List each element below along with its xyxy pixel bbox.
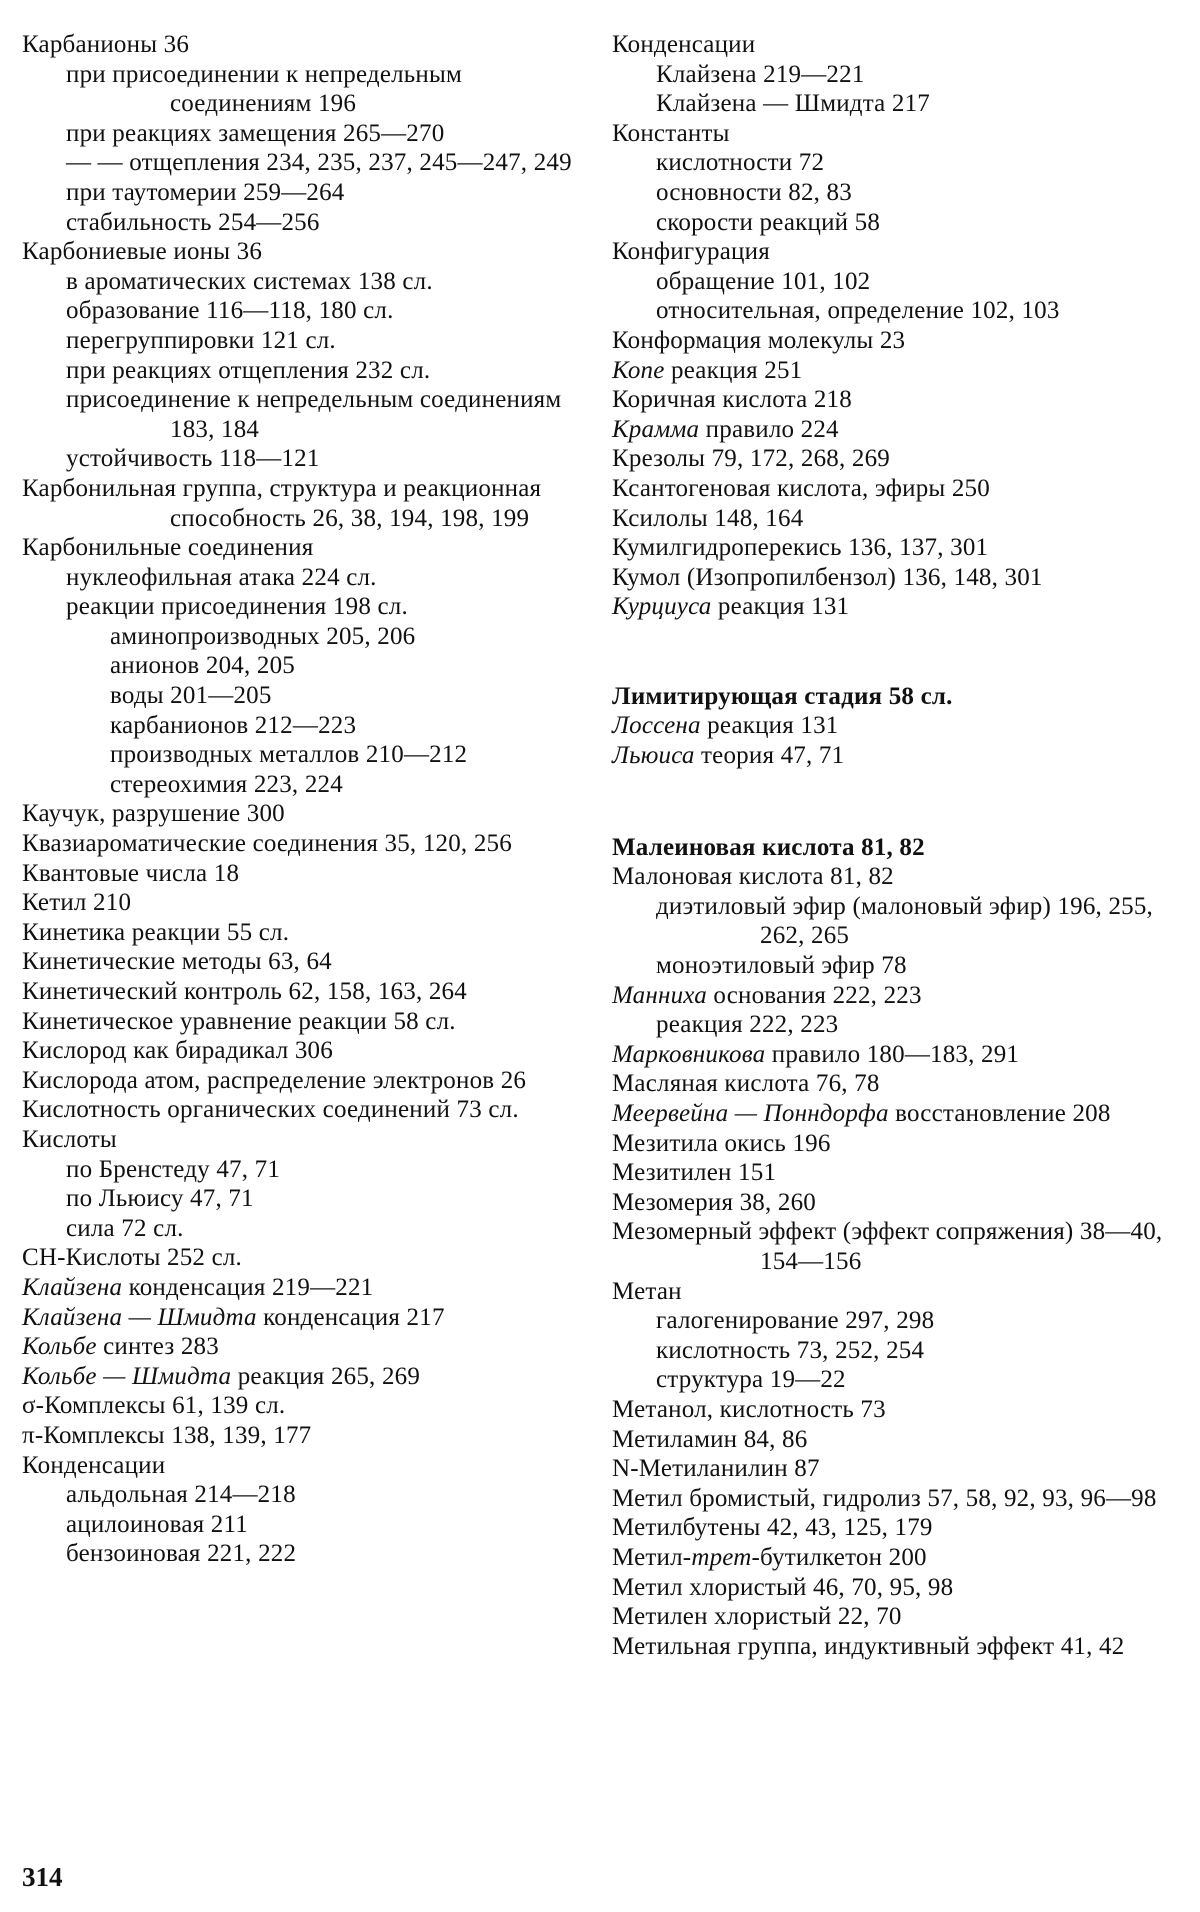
entry-text: Кинетическое уравнение реакции 58 сл. [22, 1007, 456, 1035]
index-entry [22, 1421, 587, 1451]
index-entry [612, 30, 1172, 60]
entry-text: при присоединении к непредельным соединениям 196 [66, 60, 462, 118]
entry-text: скорости реакций 58 [656, 208, 881, 236]
entry-text: Карбониевые ионы 36 [22, 238, 263, 266]
index-entry [612, 1069, 1172, 1099]
entry-text: относительная, определение 102, 103 [656, 297, 1060, 325]
index-entry [612, 474, 1172, 504]
entry-text: галогенирование 297, 298 [656, 1307, 935, 1335]
index-subentry [22, 1539, 587, 1569]
index-entry [612, 1513, 1172, 1543]
index-entry [22, 237, 587, 267]
index-subentry [22, 148, 587, 178]
entry-text: при реакциях замещения 265—270 [66, 119, 445, 147]
entry-text: Конфигурация [612, 238, 770, 266]
entry-text: Карбонильная группа, структура и реакционная способность 26, 38, 194, 198, 199 [22, 474, 542, 532]
index-subentry [612, 60, 1172, 90]
entry-text: Кислорода атом, распределение электронов 26 [22, 1066, 527, 1094]
entry-text: аминопроизводных 205, 206 [110, 622, 416, 650]
index-subentry [22, 208, 587, 238]
entry-text: Коричная кислота 218 [612, 386, 852, 414]
person-name: Манниха [612, 981, 707, 1009]
index-entry [22, 799, 587, 829]
entry-text: основности 82, 83 [656, 178, 852, 206]
entry-text: восстановление 208 [888, 1100, 1111, 1127]
index-entry [612, 741, 1172, 771]
entry-text: Мезитила окись 196 [612, 1129, 831, 1157]
index-entry [612, 1454, 1172, 1484]
entry-text: Мезомерный эффект (эффект сопряжения) 38—40, 154—156 [612, 1218, 1163, 1275]
index-subentry [22, 1155, 587, 1185]
index-entry [22, 918, 587, 948]
person-name: Курциуса [612, 593, 712, 621]
entry-text: Каучук, разрушение 300 [22, 800, 285, 828]
index-entry [22, 859, 587, 889]
entry-text: Квантовые числа 18 [22, 859, 240, 887]
index-subentry [22, 1214, 587, 1244]
entry-text: производных металлов 210—212 [110, 741, 468, 769]
index-entry [22, 1362, 587, 1392]
entry-text: основания 222, 223 [706, 981, 922, 1009]
index-entry [612, 1425, 1172, 1455]
entry-text: N-Метиланилин 87 [612, 1455, 820, 1483]
entry-text: конденсация 219—221 [122, 1273, 374, 1301]
entry-text: Метанол, кислотность 73 [612, 1395, 886, 1423]
index-entry [22, 1332, 587, 1362]
index-subentry [22, 385, 587, 444]
index-entry [612, 711, 1172, 741]
index-entry [22, 1303, 587, 1333]
index-entry [612, 1543, 1172, 1573]
index-entry [612, 862, 1172, 892]
index-entry [612, 1217, 1172, 1276]
entry-text: моноэтиловый эфир 78 [656, 952, 907, 980]
entry-text: конденсация 217 [256, 1303, 445, 1331]
entry-text: анионов 204, 205 [110, 652, 295, 680]
index-entry [612, 1129, 1172, 1159]
entry-text: реакция 265, 269 [231, 1362, 421, 1390]
index-subentry [22, 267, 587, 297]
entry-text: Конформация молекулы 23 [612, 326, 906, 354]
index-entry [612, 1277, 1172, 1307]
entry-text: структура 19—22 [656, 1366, 846, 1394]
entry-text: бензоиновая 221, 222 [66, 1540, 297, 1568]
index-entry [612, 1395, 1172, 1425]
index-subentry [612, 1336, 1172, 1366]
index-entry [22, 1451, 587, 1481]
entry-text: при реакциях отщепления 232 сл. [66, 356, 431, 384]
letter-section-gap [612, 622, 1172, 682]
index-entry [612, 533, 1172, 563]
index-entry [22, 1007, 587, 1037]
index-entry [612, 563, 1172, 593]
index-entry [22, 1066, 587, 1096]
index-entry [612, 1040, 1172, 1070]
index-entry [612, 356, 1172, 386]
index-subentry [612, 1010, 1172, 1040]
index-entry [22, 1243, 587, 1273]
entry-text: Ксантогеновая кислота, эфиры 250 [612, 474, 990, 502]
entry-text: Кетил 210 [22, 889, 132, 917]
entry-text: Мезитилен 151 [612, 1159, 777, 1187]
index-subentry [22, 1184, 587, 1214]
entry-text: Квазиароматические соединения 35, 120, 256 [22, 830, 512, 858]
index-entry [612, 1188, 1172, 1218]
entry-text: Метил бромистый, гидролиз 57, 58, 92, 93, 96—98 [612, 1484, 1157, 1512]
index-entry [22, 474, 587, 533]
index-subentry [22, 1480, 587, 1510]
person-name: Кольбе [22, 1333, 97, 1361]
entry-text: реакция 131 [700, 712, 839, 740]
entry-text: присоединение к непредельным соединениям 183, 184 [66, 386, 562, 443]
index-entry [612, 682, 1172, 712]
index-entry [612, 1158, 1172, 1188]
entry-text: Метильная группа, индуктивный эффект 41, 42 [612, 1632, 1125, 1660]
index-subsubentry [22, 622, 587, 652]
index-subentry [22, 60, 587, 119]
entry-text: ацилоиновая 211 [66, 1510, 248, 1538]
index-subentry [22, 444, 587, 474]
entry-text: Кинетический контроль 62, 158, 163, 264 [22, 978, 467, 1005]
person-name: Крамма [612, 415, 700, 443]
entry-text: теория 47, 71 [694, 742, 845, 770]
index-subsubentry [22, 711, 587, 741]
entry-text: Карбанионы 36 [22, 31, 190, 58]
index-entry [22, 1036, 587, 1066]
index-entry [612, 1602, 1172, 1632]
entry-text: Кислоты [22, 1125, 117, 1153]
index-subentry [612, 1306, 1172, 1336]
entry-text: Ксилолы 148, 164 [612, 504, 804, 532]
entry-text: кислотность 73, 252, 254 [656, 1336, 925, 1364]
index-subentry [612, 1365, 1172, 1395]
entry-text: реакции присоединения 198 сл. [66, 593, 408, 621]
entry-text: Кинетические методы 63, 64 [22, 948, 332, 976]
index-subsubentry [22, 770, 587, 800]
entry-text: Масляная кислота 76, 78 [612, 1070, 880, 1098]
index-entry [22, 1273, 587, 1303]
index-entry [612, 1632, 1172, 1662]
index-entry [612, 119, 1172, 149]
index-subentry [612, 89, 1172, 119]
entry-text: Крезолы 79, 172, 268, 269 [612, 445, 890, 473]
entry-text: реакция 222, 223 [656, 1011, 839, 1039]
index-entry [612, 592, 1172, 622]
entry-text: диэтиловый эфир (малоновый эфир) 196, 255, 262, 265 [656, 892, 1154, 950]
entry-text: реакция 131 [711, 593, 850, 621]
index-subsubentry [22, 651, 587, 681]
index-entry [612, 385, 1172, 415]
index-entry [22, 30, 587, 60]
entry-text: сила 72 сл. [66, 1214, 184, 1242]
index-subentry [612, 267, 1172, 297]
index-subentry [612, 296, 1172, 326]
entry-text: σ-Комплексы 61, 139 сл. [22, 1392, 286, 1420]
index-entry [22, 1391, 587, 1421]
index-entry [22, 1095, 587, 1125]
index-entry [22, 829, 587, 859]
entry-text: Метил- [612, 1543, 692, 1571]
index-subsubentry [22, 681, 587, 711]
entry-text: Клайзена 219—221 [656, 60, 865, 88]
entry-text: реакция 251 [664, 356, 803, 384]
person-name: Марковникова [612, 1040, 766, 1068]
entry-text: стереохимия 223, 224 [110, 770, 343, 798]
entry-text: Лимитирующая стадия 58 сл. [612, 682, 953, 710]
entry-text: Кинетика реакции 55 сл. [22, 918, 290, 946]
index-subentry [22, 592, 587, 622]
entry-text: Кислотность органических соединений 73 сл. [22, 1096, 519, 1124]
index-entry [22, 947, 587, 977]
entry-text: Метан [612, 1277, 682, 1305]
index-subentry [612, 892, 1172, 951]
entry-text: -бутилкетон 200 [751, 1543, 927, 1571]
entry-text: образование 116—118, 180 сл. [66, 297, 394, 325]
entry-text: Метилбутены 42, 43, 125, 179 [612, 1514, 933, 1542]
entry-text: Метил хлористый 46, 70, 95, 98 [612, 1573, 954, 1601]
index-column-right [612, 30, 1172, 1661]
entry-text: правило 180—183, 291 [765, 1040, 1020, 1068]
index-entry [22, 977, 587, 1007]
entry-text: Метилен хлористый 22, 70 [612, 1603, 902, 1631]
entry-text: по Льюису 47, 71 [66, 1185, 254, 1213]
index-entry [612, 833, 1172, 863]
entry-text: Малоновая кислота 81, 82 [612, 863, 894, 891]
index-subentry [612, 148, 1172, 178]
entry-text: кислотности 72 [656, 149, 825, 177]
person-name: Льюиса [612, 742, 695, 770]
entry-text: при таутомерии 259—264 [66, 178, 345, 206]
person-name: Клайзена [22, 1273, 123, 1301]
index-column-left [22, 30, 587, 1569]
entry-text: альдольная 214—218 [66, 1481, 296, 1509]
person-name: Кольбе — Шмидта [22, 1362, 232, 1390]
page-number: 314 [22, 1862, 63, 1892]
entry-text: Карбонильные соединения [22, 534, 314, 562]
entry-text: — — отщепления 234, 235, 237, 245—247, 249 [66, 149, 572, 177]
entry-text: Малеиновая кислота 81, 82 [612, 833, 925, 861]
index-subentry [22, 178, 587, 208]
person-name: Лоссена [612, 712, 701, 740]
entry-text: Конденсации [22, 1451, 166, 1479]
entry-text: правило 224 [699, 415, 839, 443]
person-name: Меервейна — Понндорфа [612, 1100, 889, 1127]
index-entry [612, 326, 1172, 356]
letter-section-gap [612, 771, 1172, 833]
entry-text: Клайзена — Шмидта 217 [656, 90, 930, 118]
entry-text: синтез 283 [96, 1333, 219, 1361]
entry-text: воды 201—205 [110, 682, 272, 710]
entry-text: Кумилгидроперекись 136, 137, 301 [612, 534, 989, 562]
entry-text: стабильность 254—256 [66, 208, 320, 236]
index-subentry [22, 296, 587, 326]
index-entry [612, 1484, 1172, 1514]
entry-text: СН-Кислоты 252 сл. [22, 1244, 242, 1272]
index-subentry [22, 563, 587, 593]
index-entry [612, 504, 1172, 534]
person-name: Копе [612, 356, 665, 384]
index-entry [612, 444, 1172, 474]
entry-text: Константы [612, 119, 730, 147]
entry-text: Конденсации [612, 31, 756, 58]
entry-text-italic: трет [691, 1543, 752, 1571]
index-subentry [612, 951, 1172, 981]
index-subentry [612, 178, 1172, 208]
index-entry [612, 415, 1172, 445]
index-entry [22, 888, 587, 918]
index-subentry [22, 356, 587, 386]
index-subsubentry [22, 740, 587, 770]
entry-text: Кислород как бирадикал 306 [22, 1037, 333, 1065]
entry-text: нуклеофильная атака 224 сл. [66, 563, 377, 591]
entry-text: перегруппировки 121 сл. [66, 326, 336, 354]
index-subentry [22, 1510, 587, 1540]
entry-text: Кумол (Изопропилбензол) 136, 148, 301 [612, 563, 1043, 591]
person-name: Клайзена — Шмидта [22, 1303, 257, 1331]
index-subentry [612, 208, 1172, 238]
entry-text: обращение 101, 102 [656, 267, 871, 295]
entry-text: карбанионов 212—223 [110, 711, 357, 739]
index-entry [22, 1125, 587, 1155]
entry-text: π-Комплексы 138, 139, 177 [22, 1421, 312, 1449]
index-entry [22, 533, 587, 563]
index-entry [612, 1099, 1172, 1129]
index-entry [612, 981, 1172, 1011]
entry-text: Мезомерия 38, 260 [612, 1188, 816, 1216]
entry-text: по Бренстеду 47, 71 [66, 1155, 281, 1183]
entry-text: в ароматических системах 138 сл. [66, 267, 433, 295]
entry-text: устойчивость 118—121 [66, 445, 320, 473]
index-subentry [22, 119, 587, 149]
entry-text: Метиламин 84, 86 [612, 1425, 808, 1453]
index-entry [612, 1573, 1172, 1603]
index-subentry [22, 326, 587, 356]
index-entry [612, 237, 1172, 267]
